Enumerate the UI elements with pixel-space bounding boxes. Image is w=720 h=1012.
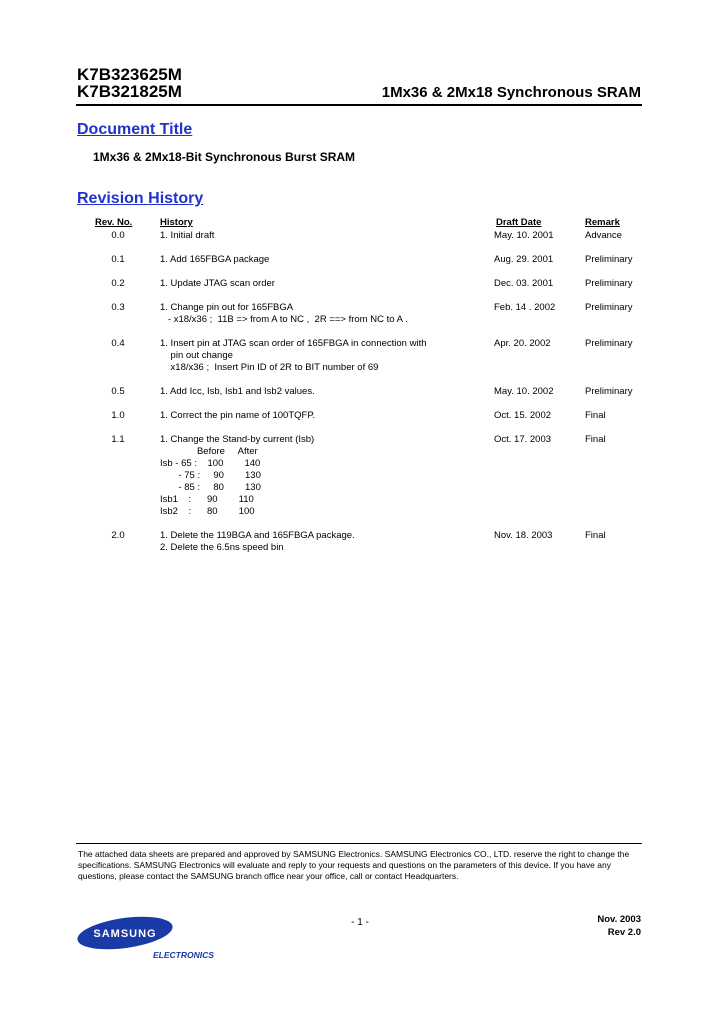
draft-date: Feb. 14 . 2002 <box>494 302 556 313</box>
remark: Preliminary <box>585 386 633 397</box>
rev-number: 0.3 <box>111 302 125 313</box>
rev-number: 0.1 <box>111 254 125 265</box>
draft-date: Aug. 29. 2001 <box>494 254 554 265</box>
rev-number: 0.0 <box>111 230 125 241</box>
column-header-remark: Remark <box>585 217 620 228</box>
remark: Final <box>585 434 606 445</box>
rev-number: 1.0 <box>111 410 125 421</box>
part-number-2: K7B321825M <box>77 82 182 101</box>
rev-number: 0.4 <box>111 338 125 349</box>
history-text: 1. Initial draft <box>160 230 215 241</box>
history-text: 1. Change pin out for 165FBGA - x18/x36 ; 11B => from A to NC , 2R ==> from NC to A . <box>160 302 408 325</box>
history-text: 1. Correct the pin name of 100TQFP. <box>160 410 316 421</box>
history-text: 1. Add 165FBGA package <box>160 254 270 265</box>
samsung-logo <box>76 915 174 951</box>
footer-date: Nov. 2003 <box>597 914 641 925</box>
page-number: - 1 - <box>351 917 369 928</box>
remark: Final <box>585 530 606 541</box>
column-header-draft-date: Draft Date <box>496 217 542 228</box>
footer-right <box>597 913 641 939</box>
logo-wordmark: SAMSUNG <box>93 928 157 940</box>
footnote-rule <box>76 843 642 844</box>
rev-number: 2.0 <box>111 530 125 541</box>
electronics-label: ELECTRONICS <box>153 950 214 960</box>
document-title-text: 1Mx36 & 2Mx18-Bit Synchronous Burst SRAM <box>93 150 356 164</box>
draft-date: May. 10. 2001 <box>494 230 554 241</box>
history-text: 1. Update JTAG scan order <box>160 278 275 289</box>
draft-date: May. 10. 2002 <box>494 386 554 397</box>
draft-date: Apr. 20. 2002 <box>494 338 551 349</box>
rev-number: 1.1 <box>111 434 125 445</box>
part-number-1: K7B323625M <box>77 65 182 84</box>
remark: Preliminary <box>585 338 633 349</box>
history-text: 1. Delete the 119BGA and 165FBGA package. 2. Delete the 6.5ns speed bin <box>160 530 355 553</box>
draft-date: Oct. 15. 2002 <box>494 410 552 421</box>
remark: Preliminary <box>585 278 633 289</box>
remark: Final <box>585 410 606 421</box>
footer-revision: Rev 2.0 <box>607 927 641 938</box>
remark: Preliminary <box>585 302 633 313</box>
document-title-heading: Document Title <box>77 121 193 138</box>
remark: Preliminary <box>585 254 633 265</box>
product-title: 1Mx36 & 2Mx18 Synchronous SRAM <box>381 84 641 101</box>
column-header-rev: Rev. No. <box>95 217 133 228</box>
column-header-history: History <box>160 217 193 228</box>
remark: Advance <box>585 230 622 241</box>
history-text: 1. Add Icc, Isb, Isb1 and Isb2 values. <box>160 386 315 397</box>
draft-date: Nov. 18. 2003 <box>494 530 553 541</box>
history-text: 1. Insert pin at JTAG scan order of 165FBGA in connection with pin out change x18/x36 ; Insert Pin ID of 2R to BIT number of 69 <box>160 338 427 373</box>
revision-history-heading: Revision History <box>77 190 204 207</box>
history-text: 1. Change the Stand-by current (Isb) Before After Isb - 65 : 100 140 - 75 : 90 130 - 85 : 80 130 Isb1 : 90 110 Isb2 : 80 100 <box>160 434 315 517</box>
legal-notice: The attached data sheets are prepared and approved by SAMSUNG Electronics. SAMSUNG Electronics CO., LTD. reserve the right to change the specifications. SAMSUNG Electronics will evaluate and reply to your requests and questions on the parameters of this device. If you have any questions, please contact the SAMSUNG branch office near your office, call or contact Headquarters. <box>78 849 630 881</box>
rev-number: 0.5 <box>111 386 125 397</box>
rev-number: 0.2 <box>111 278 125 289</box>
draft-date: Dec. 03. 2001 <box>494 278 554 289</box>
header-rule <box>76 104 642 106</box>
draft-date: Oct. 17. 2003 <box>494 434 552 445</box>
